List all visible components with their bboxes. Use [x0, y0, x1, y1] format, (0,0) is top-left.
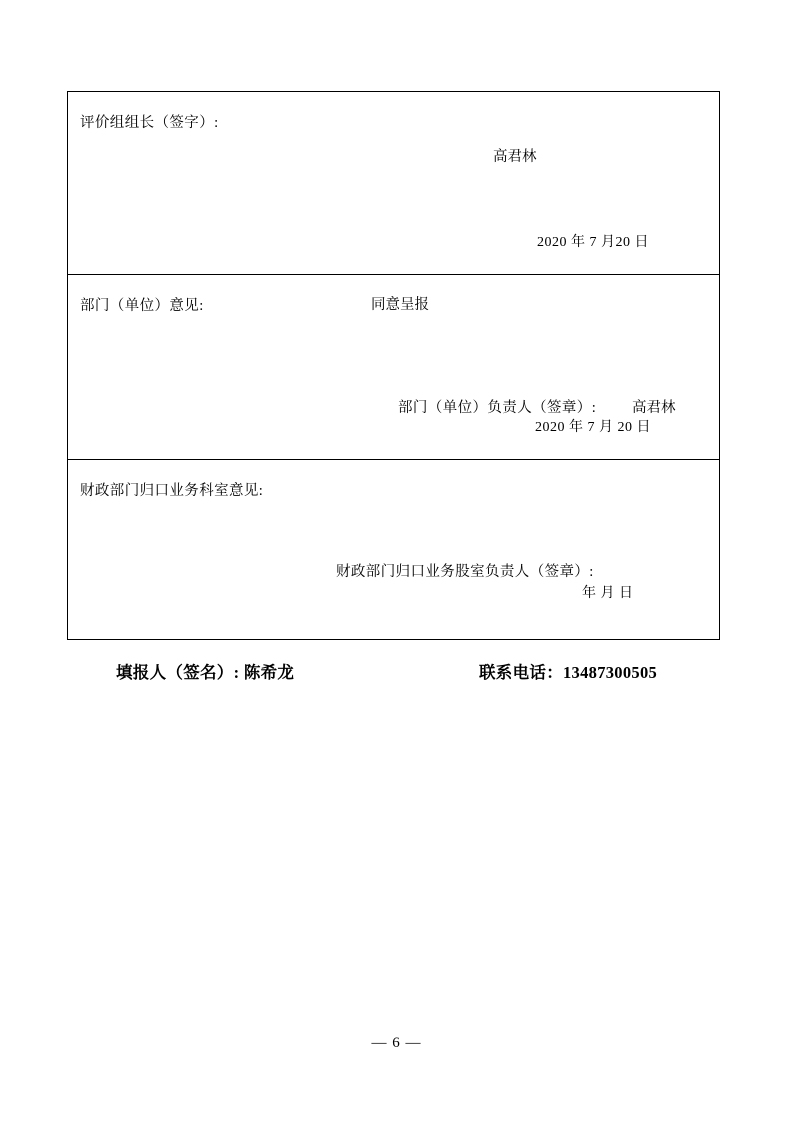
department-opinion-text: 同意呈报	[371, 297, 429, 313]
finance-opinion-date: 年 月 日	[582, 586, 634, 601]
department-leader-label: 部门（单位）负责人（签章）:	[398, 400, 597, 416]
department-leader-signature: 高君林	[632, 400, 676, 416]
contact-phone: 联系电话：13487300505	[479, 663, 658, 682]
table-row-evaluation-leader	[68, 92, 719, 275]
approval-table	[67, 91, 720, 640]
table-row-department-opinion	[68, 275, 719, 460]
department-opinion-date: 2020 年 7 月 20 日	[535, 420, 651, 435]
evaluation-leader-date: 2020 年 7 月20 日	[537, 235, 649, 250]
table-row-finance-opinion	[68, 460, 719, 639]
finance-leader-label: 财政部门归口业务股室负责人（签章）:	[336, 564, 594, 580]
evaluation-leader-label: 评价组组长（签字）:	[80, 115, 219, 131]
reporter-signature: 填报人（签名）: 陈希龙	[116, 663, 295, 682]
evaluation-leader-signature: 高君林	[493, 149, 537, 165]
page-number: — 6 —	[371, 1035, 422, 1051]
department-opinion-label: 部门（单位）意见:	[80, 298, 204, 314]
finance-opinion-label: 财政部门归口业务科室意见:	[80, 483, 264, 499]
